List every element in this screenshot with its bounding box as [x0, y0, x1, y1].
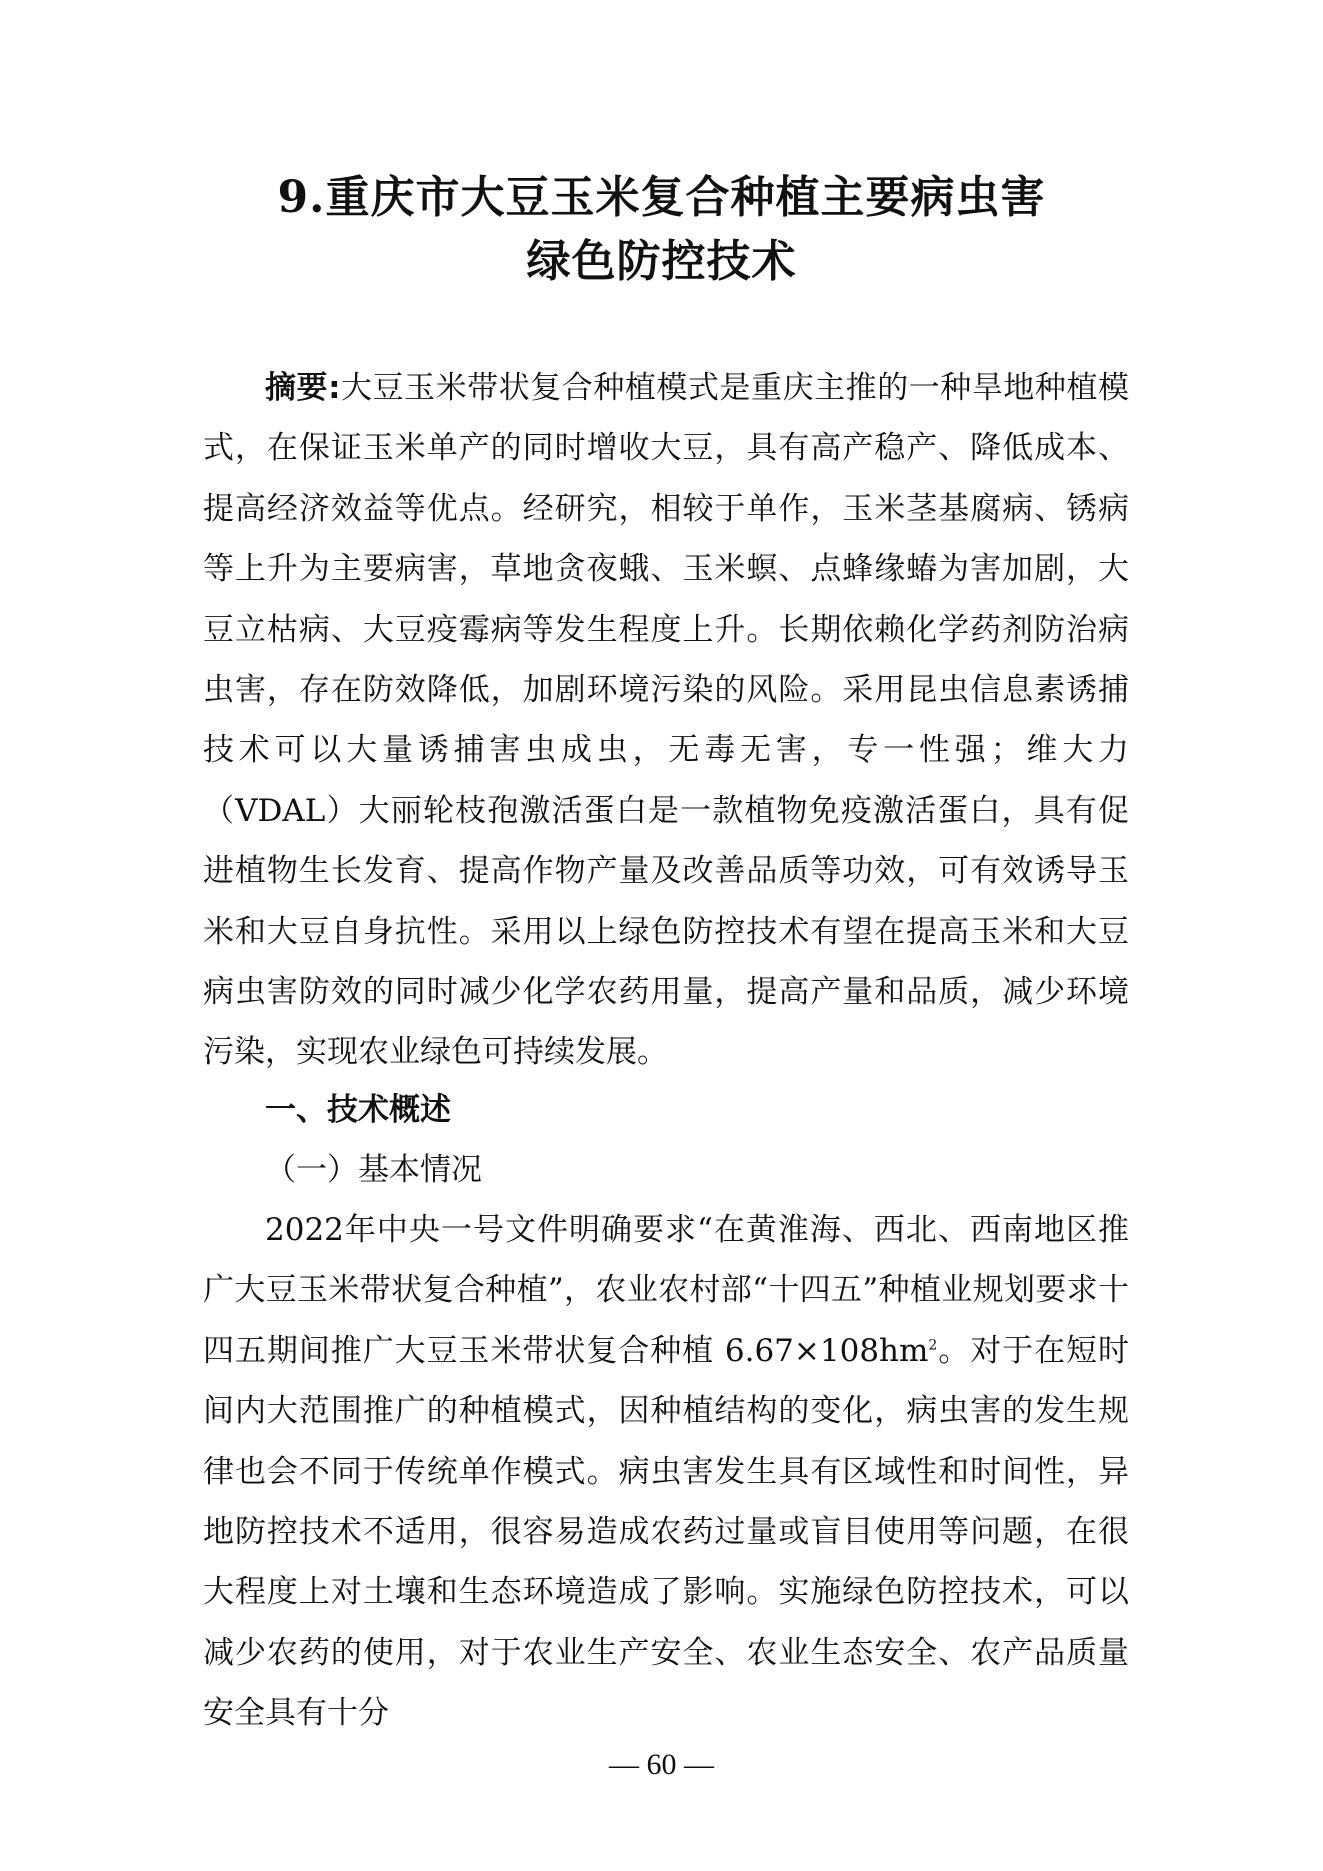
basic-text-part-2: 。对于在短时间内大范围推广的种植模式，因种植结构的变化，病虫害的发生规律也会不同于传统单作模式。病虫害发生具有区域性和时间性，异地防控技术不适用，很容易造成农药过量或盲目使用等问题，在很大程度上对土壤和生态环境造成了影响。实施绿色防控技术，可以减少农药的使用，对于农业生产安全、农业生态安全、农产品质量安全具有十分 — [203, 1332, 1130, 1732]
subsection-heading-basic-situation: （一）基本情况 — [265, 1152, 482, 1188]
page-number: — 60 — — [609, 1748, 714, 1781]
basic-situation-paragraph — [203, 1200, 1129, 1744]
basic-text-part-1: 2022年中央一号文件明确要求“在黄淮海、西北、西南地区推广大豆玉米带状复合种植”，农业农村部“十四五”种植业规划要求十四五期间推广大豆玉米带状复合种植 6.67×108hm — [203, 1212, 1129, 1369]
superscript-2: 2 — [928, 1337, 938, 1354]
section-heading-overview: 一、技术概述 — [265, 1092, 451, 1128]
abstract-text: 大豆玉米带状复合种植模式是重庆主推的一种旱地种植模式，在保证玉米单产的同时增收大豆，具有高产稳产、降低成本、提高经济效益等优点。经研究，相较于单作，玉米茎基腐病、锈病等上升为主要病害，草地贪夜蛾、玉米螟、点蜂缘蝽为害加剧，大豆立枯病、大豆疫霉病等发生程度上升。长期依赖化学药剂防治病虫害，存在防效降低，加剧环境污染的风险。采用昆虫信息素诱捕技术可以大量诱捕害虫成虫，无毒无害，专一性强；维大力（VDAL）大丽轮枝孢激活蛋白是一款植物免疫激活蛋白，具有促进植物生长发育、提高作物产量及改善品质等功效，可有效诱导玉米和大豆自身抗性。采用以上绿色防控技术有望在提高玉米和大豆病虫害防效的同时减少化学农药用量，提高产量和品质，减少环境污染，实现农业绿色可持续发展。 — [203, 370, 1129, 1071]
document-title-line-1: 9.重庆市大豆玉米复合种植主要病虫害 — [277, 172, 1046, 223]
document-title-line-2: 绿色防控技术 — [526, 236, 797, 287]
abstract-paragraph — [203, 358, 1129, 1083]
abstract-label: 摘要: — [265, 370, 341, 406]
